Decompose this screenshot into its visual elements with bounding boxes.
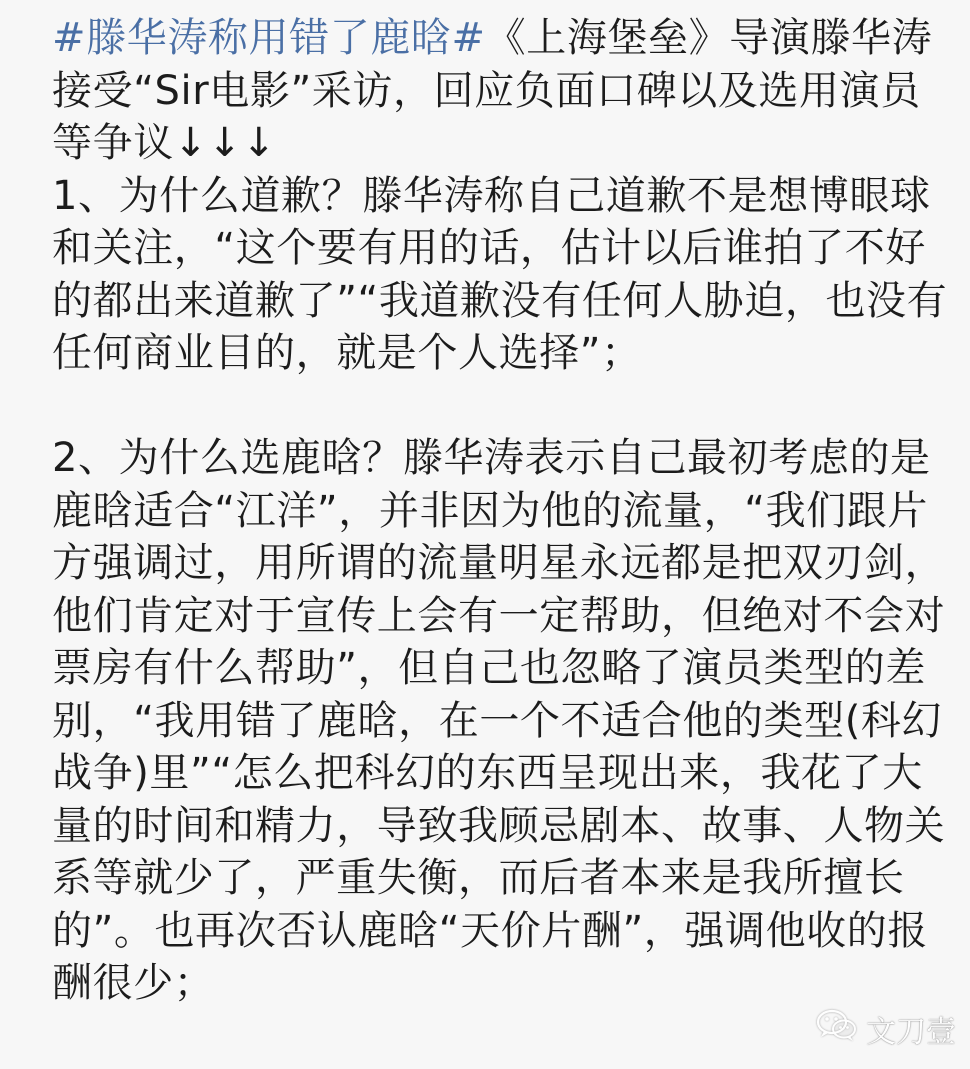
intro-text: 《上海堡垒》导演滕华涛接受“Sir电影”采访，回应负面口碑以及选用演员等争议↓↓↓ bbox=[52, 15, 933, 166]
point-2-paragraph: 2、为什么选鹿晗？滕华涛表示自己最初考虑的是鹿晗适合“江洋”，并非因为他的流量，“我们跟片方强调过，用所谓的流量明星永远都是把双刃剑，他们肯定对于宣传上会有一定帮助，但绝对不会对票房有什么帮助”，但自己也忽略了演员类型的差别，“我用错了鹿晗，在一个不适合他的类型(科幻战争)里”“怎么把科幻的东西呈现出来，我花了大量的时间和精力，导致我顾忌剧本、故事、人物关系等就少了，严重失衡，而后者本来是我所擅长的”。也再次否认鹿晗“天价片酬”，强调他收的报酬很少； bbox=[52, 435, 946, 1006]
watermark-text: 文刀壹 bbox=[866, 1015, 956, 1050]
paragraph-spacer bbox=[52, 380, 952, 433]
post-content bbox=[52, 12, 952, 1010]
point-1-paragraph: 1、为什么道歉？滕华涛称自己道歉不是想博眼球和关注，“这个要有用的话，估计以后谁拍了不好的都出来道歉了”“我道歉没有任何人胁迫，也没有任何商业目的，就是个人选择”； bbox=[52, 172, 948, 376]
watermark bbox=[816, 1007, 956, 1051]
hashtag-link[interactable]: #滕华涛称用错了鹿晗# bbox=[52, 15, 486, 61]
wechat-icon bbox=[816, 1007, 858, 1051]
intro-paragraph bbox=[52, 12, 952, 170]
